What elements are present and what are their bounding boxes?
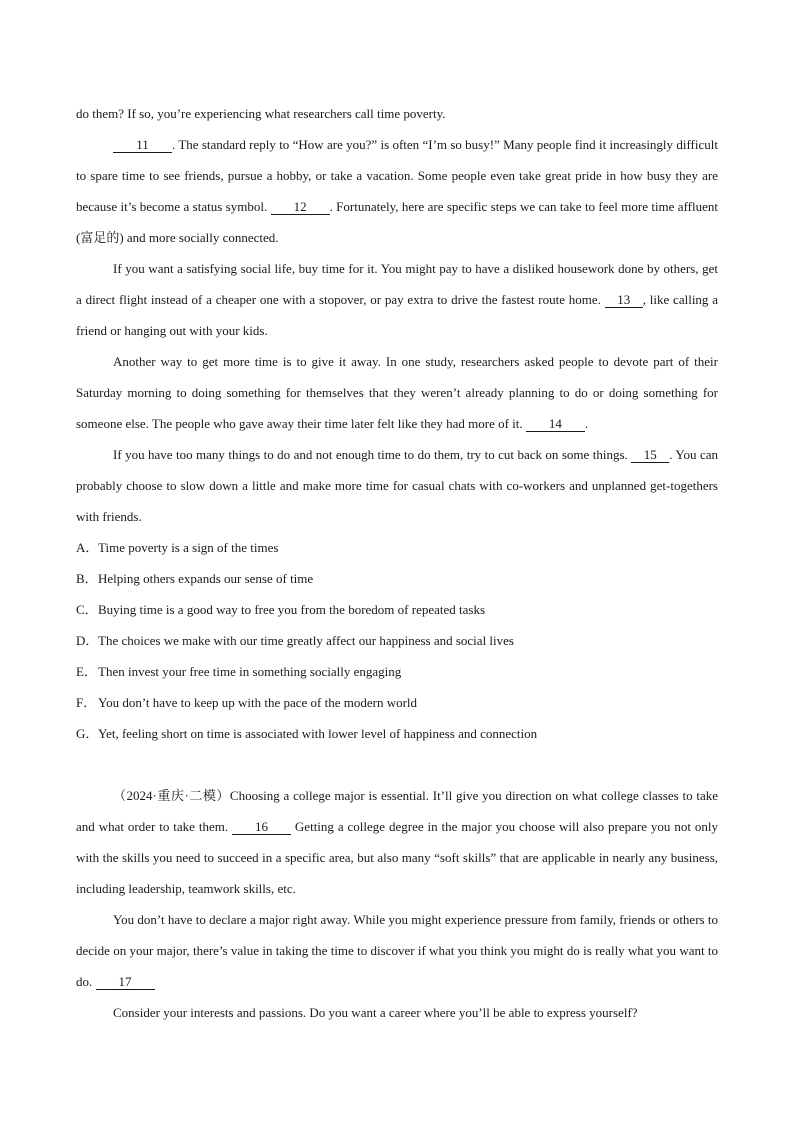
option-text: Yet, feeling short on time is associated with lower level of happiness and connection <box>98 726 538 741</box>
option-text: Buying time is a good way to free you from the boredom of repeated tasks <box>98 602 486 617</box>
option-text: Helping others expands our sense of time <box>98 571 314 586</box>
answer-blank-15[interactable]: 15 <box>631 447 669 463</box>
option-g[interactable] <box>76 718 718 749</box>
paragraph-text: Another way to get more time is to give it away. In one study, researchers asked people to devote part of their Saturday morning to doing something for themselves that they weren’t already planning to do or doing something for someone else. The people who gave away their time later felt like they had more of it. <box>76 354 718 431</box>
option-c[interactable] <box>76 594 718 625</box>
answer-blank-11[interactable]: 11 <box>113 137 172 153</box>
paragraph-give-time-away <box>76 346 718 439</box>
paragraph-text: . The standard reply to “How are you?” is often “I’m so busy!” Many people find it increasingly difficult to spare time to see friends, pursue a hobby, or take a vacation. Some people even take great pride in how busy they are because it’s become a status symbol. <box>76 137 718 214</box>
answer-blank-12[interactable]: 12 <box>271 199 330 215</box>
option-letter: C． <box>76 602 98 617</box>
option-text: Time poverty is a sign of the times <box>98 540 279 555</box>
paragraph-cut-back <box>76 439 718 532</box>
paragraph-college-major <box>76 780 718 904</box>
answer-blank-16[interactable]: 16 <box>232 819 291 835</box>
paragraph-interests <box>76 997 718 1028</box>
paragraph-text: Consider your interests and passions. Do you want a career where you’ll be able to express yourself? <box>113 1005 638 1020</box>
paragraph-text: , like calling a friend or hanging out with your kids. <box>76 292 718 338</box>
section-spacer <box>76 749 718 780</box>
paragraph-text: . You can probably choose to slow down a little and make more time for casual chats with co-workers and unplanned get-togethers with friends. <box>76 447 718 524</box>
option-letter: D． <box>76 633 99 648</box>
answer-blank-13[interactable]: 13 <box>605 292 643 308</box>
paragraph-text: If you have too many things to do and not enough time to do them, try to cut back on some things. <box>113 447 632 462</box>
paragraph-text: . <box>584 416 589 431</box>
paragraph-text: Choosing a college major is essential. It’ll give you direction on what college classes to take and what order to take them. <box>76 788 718 834</box>
option-f[interactable] <box>76 687 718 718</box>
option-e[interactable] <box>76 656 718 687</box>
document-page <box>76 98 718 1028</box>
option-letter: F． <box>76 695 97 710</box>
option-d[interactable] <box>76 625 718 656</box>
option-text: The choices we make with our time greatly affect our happiness and social lives <box>98 633 514 648</box>
option-letter: A． <box>76 540 99 555</box>
option-letter: G． <box>76 726 99 741</box>
paragraph-buy-time <box>76 253 718 346</box>
paragraph-text: You don’t have to declare a major right away. While you might experience pressure from family, friends or others to decide on your major, there’s value in taking the time to discover if what you think you might do is really what you want to do. <box>76 912 718 989</box>
paragraph-intro-continuation <box>76 98 718 129</box>
paragraph-time-poverty <box>76 129 718 253</box>
option-text: You don’t have to keep up with the pace of the modern world <box>98 695 418 710</box>
option-letter: B． <box>76 571 98 586</box>
paragraph-text: If you want a satisfying social life, buy time for it. You might pay to have a disliked housework done by others, get a direct flight instead of a cheaper one with a stopover, or pay extra to drive the fastest route home. <box>76 261 718 307</box>
option-letter: E． <box>76 664 97 679</box>
paragraph-text: . Fortunately, here are specific steps we can take to feel more time affluent (富足的) and more socially connected. <box>76 199 718 245</box>
answer-blank-14[interactable]: 14 <box>526 416 585 432</box>
answer-options-list <box>76 532 718 749</box>
option-text: Then invest your free time in something socially engaging <box>98 664 402 679</box>
paragraph-declare-major <box>76 904 718 997</box>
option-b[interactable] <box>76 563 718 594</box>
source-tag: （2024·重庆·二模） <box>113 788 230 803</box>
paragraph-text: do them? If so, you’re experiencing what researchers call time poverty. <box>76 106 446 121</box>
option-a[interactable] <box>76 532 718 563</box>
paragraph-text: Getting a college degree in the major you choose will also prepare you not only with the skills you need to succeed in a specific area, but also many “soft skills” that are applicable in nearly any business, including leadership, teamwork skills, etc. <box>76 819 718 896</box>
answer-blank-17[interactable]: 17 <box>96 974 155 990</box>
